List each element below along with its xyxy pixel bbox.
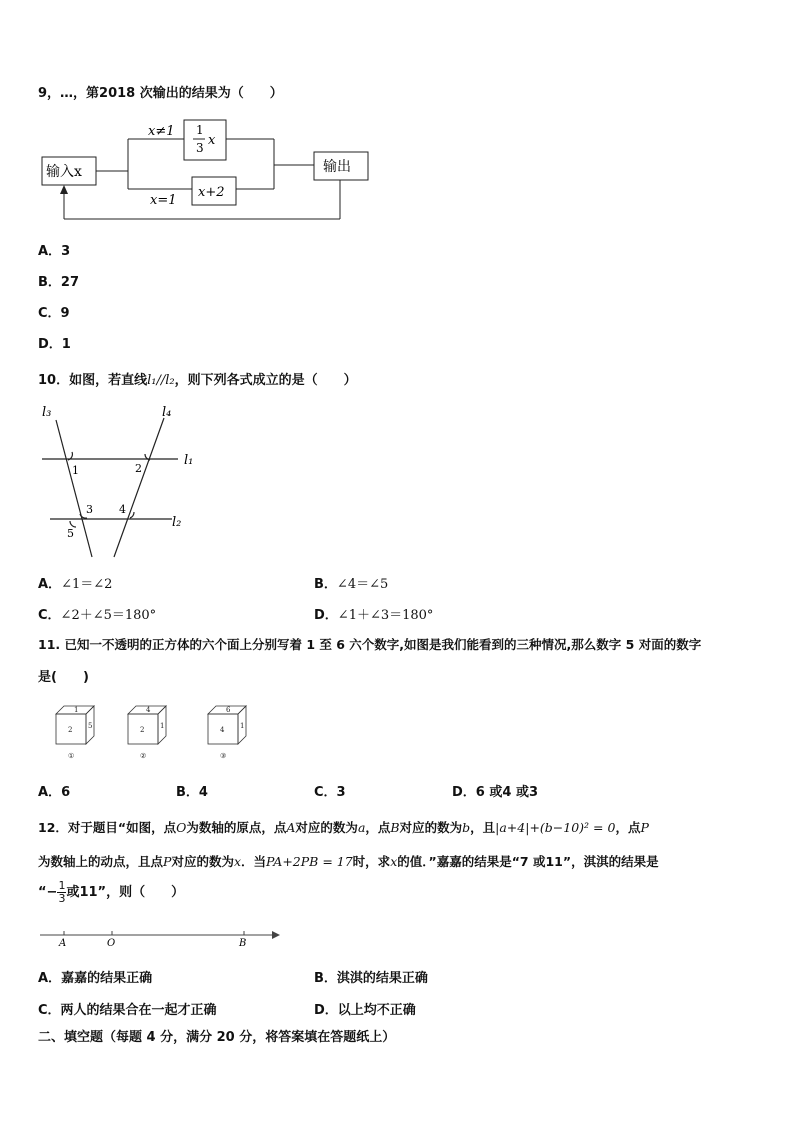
arrow-head-icon <box>60 185 68 194</box>
top-cond: x≠1 <box>148 124 175 139</box>
label-l4: l₄ <box>162 405 172 420</box>
q12-line3: “− $\frac{1}{3}$ 或11”，则（ ） <box>38 879 185 905</box>
svg-text:1: 1 <box>74 706 79 714</box>
angle-3: 3 <box>86 503 93 516</box>
frac-var: x <box>208 133 216 148</box>
q10-option-c: C．∠2＋∠5＝180° <box>38 608 157 623</box>
svg-text:6: 6 <box>226 706 231 714</box>
label-l2: l₂ <box>172 515 182 530</box>
angle-2: 2 <box>135 462 142 475</box>
q12-line1: 12．对于题目“如图，点O为数轴的原点，点A对应的数为a，点B对应的数为b，且|a+4|+(b−10)² = 0，点P <box>38 820 649 835</box>
point-b-label: B <box>239 938 247 949</box>
top-branch-box <box>184 120 226 160</box>
svg-text:1: 1 <box>240 722 245 730</box>
svg-text:②: ② <box>140 752 147 760</box>
svg-text:5: 5 <box>88 722 93 730</box>
q12-number-line <box>38 925 288 949</box>
input-label: 输入x <box>46 164 82 180</box>
q10-stem: 10．如图，若直线l₁//l₂，则下列各式成立的是（ ） <box>38 373 357 388</box>
q12-option-a: A．嘉嘉的结果正确 <box>38 971 153 986</box>
point-o-label: O <box>107 938 116 949</box>
q12-option-c: C．两人的结果合在一起才正确 <box>38 1003 217 1018</box>
q11-option-d: D．6 或4 或3 <box>452 785 538 800</box>
section-heading: 二、填空题（每题 4 分，满分 20 分，将答案填在答题纸上） <box>38 1030 396 1045</box>
q9-option-b: B．27 <box>38 275 80 290</box>
q9-option-a: A．3 <box>38 244 71 259</box>
svg-text:2: 2 <box>68 726 73 734</box>
angle-4: 4 <box>119 503 126 516</box>
arrow-right-icon <box>272 931 280 939</box>
bottom-box-label: x+2 <box>198 185 225 200</box>
line-l4 <box>114 418 164 557</box>
angle-1: 1 <box>72 464 79 477</box>
svg-text:①: ① <box>68 752 75 760</box>
q10-option-b: B．∠4＝∠5 <box>314 577 389 592</box>
q11-option-b: B．4 <box>176 785 208 800</box>
angle-5: 5 <box>67 527 74 540</box>
q11-cubes <box>50 700 270 762</box>
frac-num: 1 <box>196 123 204 137</box>
frac-den: 3 <box>196 141 204 155</box>
line-l3 <box>56 420 92 557</box>
q11-stem-line1: 11. 已知一不透明的正方体的六个面上分别写着 1 至 6 六个数字,如图是我们能看到的三种情况,那么数字 5 对面的数字 <box>38 637 702 652</box>
svg-text:4: 4 <box>220 726 225 734</box>
point-a-label: A <box>59 938 67 949</box>
label-l3: l₃ <box>42 405 52 420</box>
q9-option-c: C．9 <box>38 306 70 321</box>
svg-text:③: ③ <box>220 752 227 760</box>
q12-option-b: B．淇淇的结果正确 <box>314 971 428 986</box>
q12-option-d: D．以上均不正确 <box>314 1003 416 1018</box>
fraction: $\frac{1}{3}$ <box>58 879 66 905</box>
q9-flowchart <box>38 115 378 225</box>
q9-stem: 9，…，第2018 次输出的结果为（ ） <box>38 86 283 101</box>
q10-figure <box>38 400 208 565</box>
q9-option-d: D．1 <box>38 337 71 352</box>
q11-stem-line2: 是( ) <box>38 670 89 685</box>
svg-text:1: 1 <box>160 722 165 730</box>
output-label: 输出 <box>323 159 351 175</box>
q12-line2: 为数轴上的动点，且点P对应的数为x．当PA+2PB = 17时，求x的值．”嘉嘉的结果是“7 或11”，淇淇的结果是 <box>38 854 659 869</box>
q11-option-a: A．6 <box>38 785 71 800</box>
q11-option-c: C．3 <box>314 785 346 800</box>
svg-text:2: 2 <box>140 726 145 734</box>
q10-option-d: D．∠1＋∠3＝180° <box>314 608 434 623</box>
label-l1: l₁ <box>184 453 194 468</box>
q10-option-a: A．∠1＝∠2 <box>38 577 113 592</box>
bottom-cond: x=1 <box>150 193 177 208</box>
svg-text:4: 4 <box>146 706 151 714</box>
